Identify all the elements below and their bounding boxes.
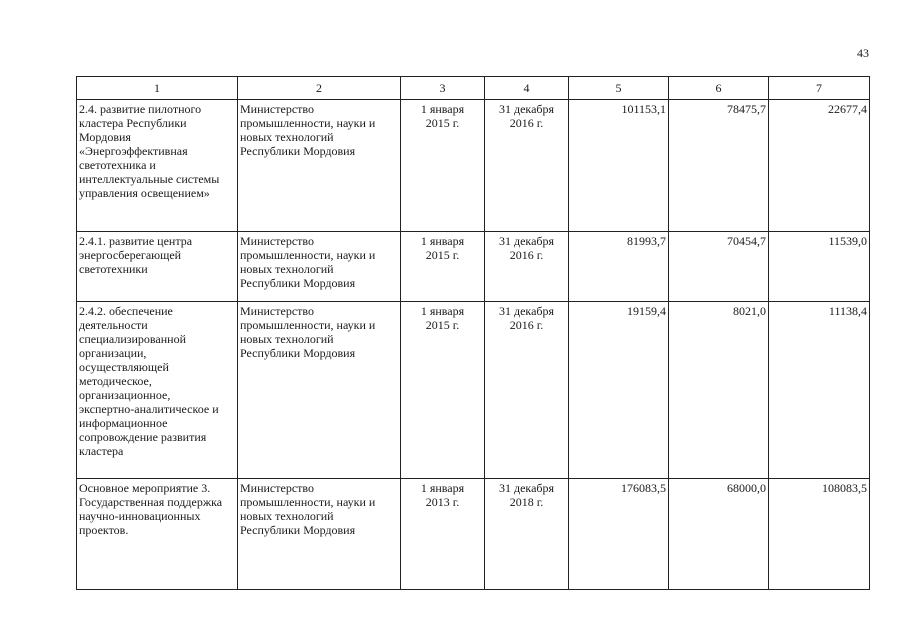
column-header: 5: [569, 77, 669, 100]
column-header: 1: [77, 77, 238, 100]
table-row: [77, 302, 870, 479]
end-date-cell: 31 декабря 2016 г.: [485, 232, 569, 302]
activity-name-cell: 2.4.1. развитие центра энергосберегающей светотехники: [77, 232, 238, 302]
value-col5-cell: 101153,1: [569, 100, 669, 232]
value-col7-cell: 11539,0: [769, 232, 870, 302]
start-date-cell: 1 января 2015 г.: [401, 232, 485, 302]
value-col5-cell: 81993,7: [569, 232, 669, 302]
value-col6-cell: 68000,0: [669, 479, 769, 590]
column-header: 2: [238, 77, 401, 100]
value-col7-cell: 108083,5: [769, 479, 870, 590]
activity-name-cell: Основное мероприятие 3. Государственная поддержка научно-инновационных проектов.: [77, 479, 238, 590]
table-header-row: [77, 77, 870, 100]
end-date-cell: 31 декабря 2016 г.: [485, 302, 569, 479]
column-header: 7: [769, 77, 870, 100]
value-col7-cell: 22677,4: [769, 100, 870, 232]
end-date-cell: 31 декабря 2018 г.: [485, 479, 569, 590]
page-number: 43: [857, 46, 869, 60]
executor-cell: Министерство промышленности, науки и новых технологий Республики Мордовия: [238, 100, 401, 232]
document-table: [76, 76, 870, 590]
executor-cell: Министерство промышленности, науки и новых технологий Республики Мордовия: [238, 479, 401, 590]
executor-cell: Министерство промышленности, науки и новых технологий Республики Мордовия: [238, 232, 401, 302]
start-date-cell: 1 января 2015 г.: [401, 100, 485, 232]
value-col5-cell: 176083,5: [569, 479, 669, 590]
activity-name-cell: 2.4. развитие пилотного кластера Республики Мордовия «Энергоэффективная светотехника и интеллектуальные системы управления освещением»: [77, 100, 238, 232]
value-col6-cell: 78475,7: [669, 100, 769, 232]
start-date-cell: 1 января 2015 г.: [401, 302, 485, 479]
column-header: 6: [669, 77, 769, 100]
column-header: 4: [485, 77, 569, 100]
column-header: 3: [401, 77, 485, 100]
value-col6-cell: 8021,0: [669, 302, 769, 479]
activity-name-cell: 2.4.2. обеспечение деятельности специализированной организации, осуществляющей методическое, организационное, экспертно-аналитическое и информационное сопровождение развития кластера: [77, 302, 238, 479]
value-col5-cell: 19159,4: [569, 302, 669, 479]
end-date-cell: 31 декабря 2016 г.: [485, 100, 569, 232]
table-row: [77, 479, 870, 590]
start-date-cell: 1 января 2013 г.: [401, 479, 485, 590]
value-col6-cell: 70454,7: [669, 232, 769, 302]
value-col7-cell: 11138,4: [769, 302, 870, 479]
table-row: [77, 100, 870, 232]
executor-cell: Министерство промышленности, науки и новых технологий Республики Мордовия: [238, 302, 401, 479]
table-row: [77, 232, 870, 302]
